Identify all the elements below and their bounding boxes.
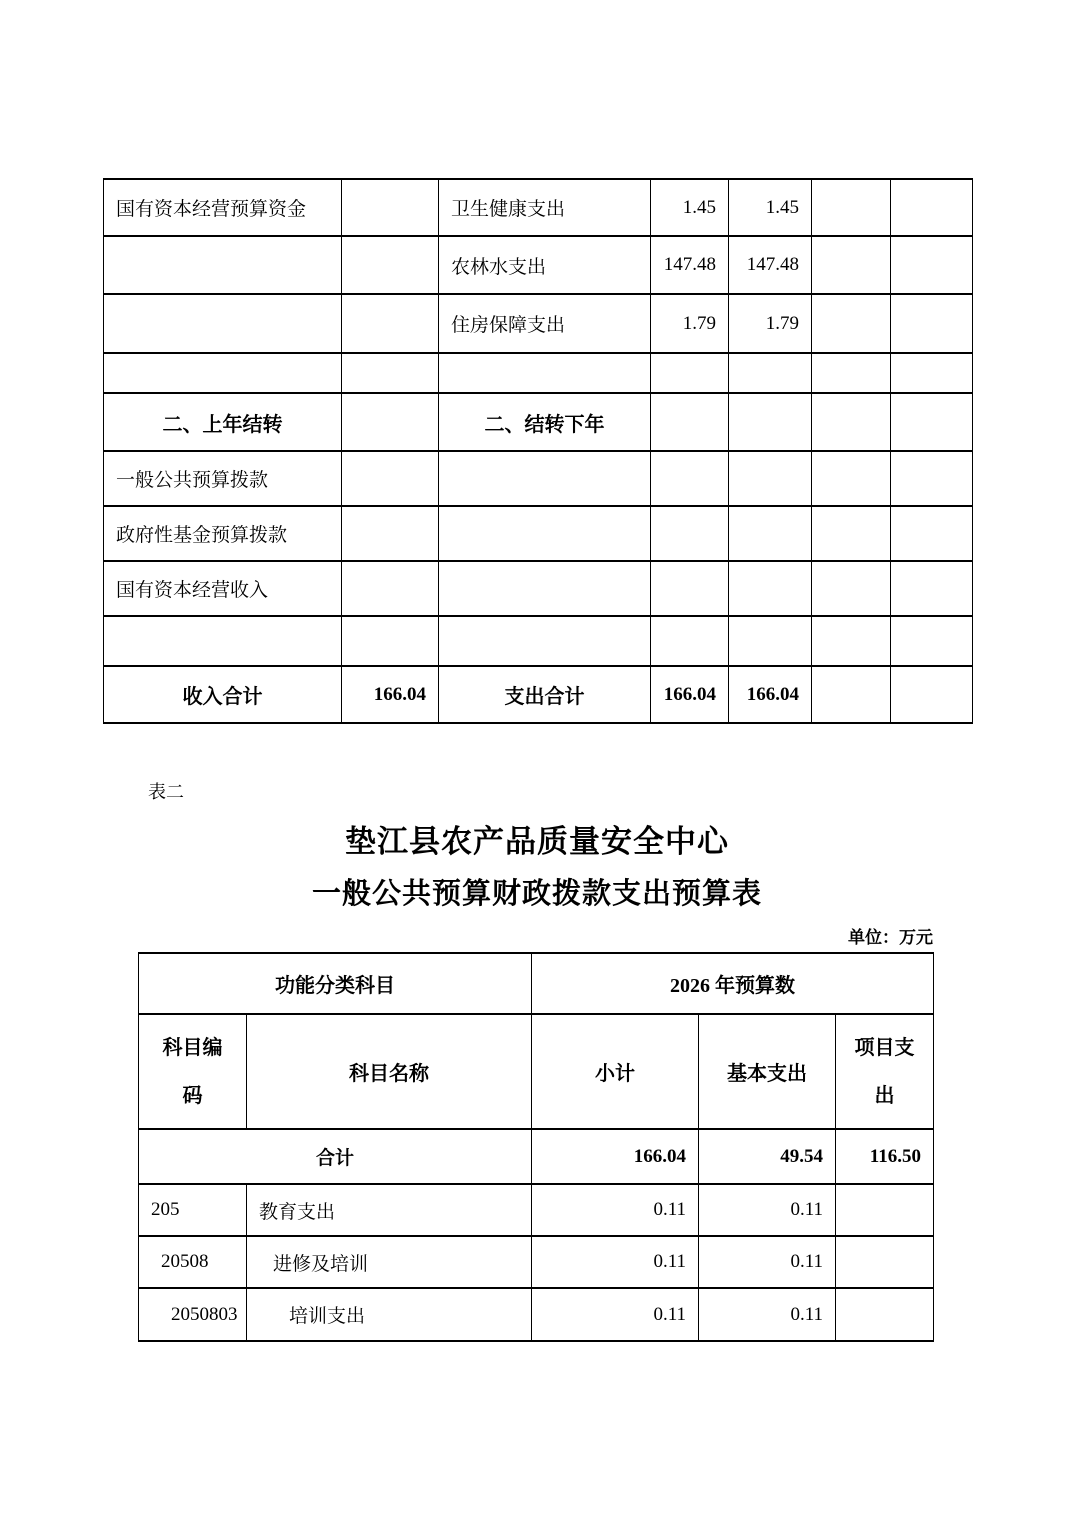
- basic-expenditure-cell: 0.11: [699, 1236, 836, 1288]
- table-cell: [439, 561, 651, 616]
- header-budget-year: 2026 年预算数: [532, 953, 934, 1014]
- income-total-label: 收入合计: [104, 666, 342, 723]
- header-subject-code: [139, 1014, 247, 1129]
- table-cell: [891, 451, 973, 506]
- expense-item-cell: 农林水支出: [439, 236, 651, 294]
- table-cell: [651, 561, 729, 616]
- header-project-expenditure-text: 项目支出: [854, 1036, 915, 1107]
- table-row: [104, 236, 973, 294]
- table-row: [104, 506, 973, 561]
- table-cell: [342, 353, 439, 393]
- table-row: [104, 294, 973, 353]
- expense-total-amount: 166.04: [729, 666, 812, 723]
- table-cell: [651, 353, 729, 393]
- table-row: [139, 1184, 934, 1236]
- project-expenditure-cell: [836, 1288, 934, 1341]
- expense-total-label: 支出合计: [439, 666, 651, 723]
- document-title-org: 垫江县农产品质量安全中心: [345, 824, 729, 859]
- document-title-table-name: 一般公共预算财政拨款支出预算表: [311, 878, 762, 910]
- header-basic-expenditure: 基本支出: [699, 1014, 836, 1129]
- table-cell: [812, 294, 891, 353]
- table-cell: [812, 561, 891, 616]
- project-expenditure-cell: [836, 1236, 934, 1288]
- table-cell: [891, 353, 973, 393]
- table-number-label: 表二: [148, 782, 184, 802]
- income-item-cell: 一般公共预算拨款: [104, 451, 342, 506]
- table-cell: [342, 393, 439, 451]
- table-cell: [812, 393, 891, 451]
- total-label: 合计: [139, 1129, 532, 1184]
- expense-total-amount: 166.04: [651, 666, 729, 723]
- table-row: [104, 616, 973, 666]
- table-row: [104, 179, 973, 236]
- table-cell: [439, 506, 651, 561]
- income-total-amount: 166.04: [342, 666, 439, 723]
- table-cell: [729, 393, 812, 451]
- table-cell: [104, 353, 342, 393]
- table-cell: [891, 393, 973, 451]
- table-row: [139, 1236, 934, 1288]
- table-header-row: [139, 1014, 934, 1129]
- expense-amount-cell: 1.79: [651, 294, 729, 353]
- table-cell: [891, 666, 973, 723]
- table-cell: [729, 353, 812, 393]
- subject-name-cell: 培训支出: [247, 1288, 532, 1341]
- subject-code-cell: 2050803: [139, 1288, 247, 1341]
- table-cell: [812, 179, 891, 236]
- income-section-heading: 二、上年结转: [104, 393, 342, 451]
- table-cell: [729, 616, 812, 666]
- table-cell: [812, 236, 891, 294]
- table-row: [104, 666, 973, 723]
- table-row: [104, 561, 973, 616]
- total-subtotal: 166.04: [532, 1129, 699, 1184]
- subject-code-cell: 205: [139, 1184, 247, 1236]
- subject-name-cell: 进修及培训: [247, 1236, 532, 1288]
- table-row: [104, 451, 973, 506]
- header-subtotal: 小计: [532, 1014, 699, 1129]
- table-cell: [651, 506, 729, 561]
- table-row: [139, 1288, 934, 1341]
- income-amount-cell: [342, 179, 439, 236]
- header-subject-name: 科目名称: [247, 1014, 532, 1129]
- total-basic: 49.54: [699, 1129, 836, 1184]
- expense-amount-cell: 147.48: [729, 236, 812, 294]
- table-cell: [342, 616, 439, 666]
- income-item-cell: 政府性基金预算拨款: [104, 506, 342, 561]
- table-cell: [342, 561, 439, 616]
- income-item-cell: 国有资本经营收入: [104, 561, 342, 616]
- table-cell: [729, 451, 812, 506]
- expense-item-cell: 住房保障支出: [439, 294, 651, 353]
- table-cell: [729, 506, 812, 561]
- table-header-row: [139, 953, 934, 1014]
- table-row: [104, 393, 973, 451]
- income-amount-cell: [342, 294, 439, 353]
- table-cell: [812, 451, 891, 506]
- basic-expenditure-cell: 0.11: [699, 1288, 836, 1341]
- table-cell: [729, 561, 812, 616]
- table-cell: [812, 616, 891, 666]
- income-amount-cell: [342, 236, 439, 294]
- header-functional-classification: 功能分类科目: [139, 953, 532, 1014]
- header-subject-code-text: 科目编码: [162, 1036, 223, 1107]
- table-cell: [342, 451, 439, 506]
- subject-name-cell: 教育支出: [247, 1184, 532, 1236]
- expense-amount-cell: 1.45: [651, 179, 729, 236]
- table-cell: [891, 236, 973, 294]
- table-cell: [651, 451, 729, 506]
- subtotal-cell: 0.11: [532, 1236, 699, 1288]
- unit-note: 单位：万元: [848, 928, 933, 947]
- expense-amount-cell: 147.48: [651, 236, 729, 294]
- table-cell: [439, 451, 651, 506]
- header-project-expenditure: [836, 1014, 934, 1129]
- total-project: 116.50: [836, 1129, 934, 1184]
- table-cell: [439, 353, 651, 393]
- table-cell: [812, 666, 891, 723]
- expense-amount-cell: 1.45: [729, 179, 812, 236]
- basic-expenditure-cell: 0.11: [699, 1184, 836, 1236]
- subject-code-cell: 20508: [139, 1236, 247, 1288]
- subtotal-cell: 0.11: [532, 1288, 699, 1341]
- table-cell: [891, 179, 973, 236]
- total-row: [139, 1129, 934, 1184]
- budget-summary-table: [103, 178, 973, 724]
- subtotal-cell: 0.11: [532, 1184, 699, 1236]
- table-cell: [651, 393, 729, 451]
- table-cell: [812, 506, 891, 561]
- income-item-cell: [104, 294, 342, 353]
- table-cell: [104, 616, 342, 666]
- table-cell: [891, 616, 973, 666]
- table-cell: [439, 616, 651, 666]
- table-cell: [891, 506, 973, 561]
- project-expenditure-cell: [836, 1184, 934, 1236]
- table-cell: [651, 616, 729, 666]
- expense-item-cell: 卫生健康支出: [439, 179, 651, 236]
- table-cell: [891, 561, 973, 616]
- expense-amount-cell: 1.79: [729, 294, 812, 353]
- income-item-cell: [104, 236, 342, 294]
- income-item-cell: 国有资本经营预算资金: [104, 179, 342, 236]
- table-row: [104, 353, 973, 393]
- table-cell: [891, 294, 973, 353]
- expenditure-budget-table: [138, 952, 934, 1342]
- expense-section-heading: 二、结转下年: [439, 393, 651, 451]
- table-cell: [342, 506, 439, 561]
- table-cell: [812, 353, 891, 393]
